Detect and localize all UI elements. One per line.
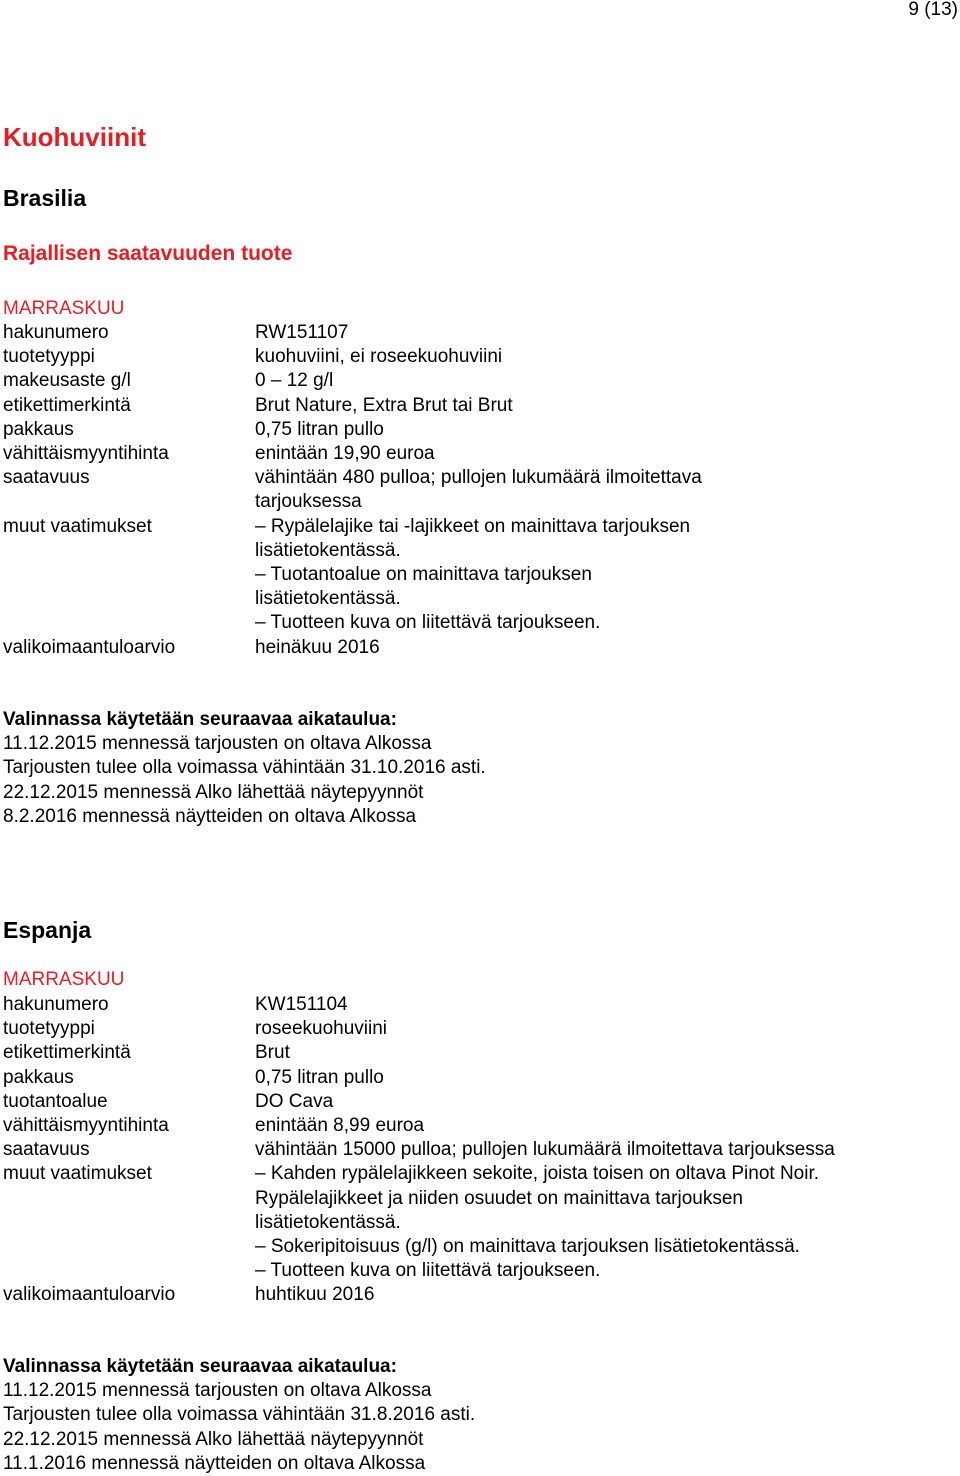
- schedule-line: Tarjousten tulee olla voimassa vähintään 31.8.2016 asti.: [3, 1404, 476, 1426]
- spec-value: [255, 515, 953, 636]
- spec-label: muut vaatimukset: [3, 1163, 152, 1185]
- spec-row: [3, 1090, 953, 1114]
- spec-value: [255, 1017, 953, 1041]
- spec-value: [255, 1162, 953, 1283]
- spec-value-line: tarjouksessa: [255, 491, 362, 513]
- spec-table-espanja: [3, 993, 953, 1308]
- spec-value: [255, 369, 953, 393]
- spec-value: [255, 1041, 953, 1065]
- schedule-heading: Valinnassa käytetään seuraavaa aikataulua:: [3, 1356, 397, 1377]
- spec-value-line: enintään 8,99 euroa: [255, 1115, 425, 1137]
- schedule-line: 11.12.2015 mennessä tarjousten on oltava Alkossa: [3, 1380, 432, 1402]
- section-title: Kuohuviinit: [3, 122, 146, 152]
- spec-value: [255, 1138, 953, 1162]
- schedule-heading: Valinnassa käytetään seuraavaa aikataulua:: [3, 709, 397, 730]
- spec-row: [3, 466, 953, 514]
- schedule-line: Tarjousten tulee olla voimassa vähintään 31.10.2016 asti.: [3, 757, 486, 779]
- spec-value-line: – Kahden rypälelajikkeen sekoite, joista toisen on oltava Pinot Noir.: [255, 1163, 820, 1185]
- spec-row: [3, 1162, 953, 1283]
- spec-row: [3, 442, 953, 466]
- spec-value-line: 0 – 12 g/l: [255, 370, 334, 392]
- spec-value-line: vähintään 480 pulloa; pullojen lukumäärä ilmoitettava: [255, 467, 702, 489]
- month-label-espanja: MARRASKUU: [3, 969, 125, 990]
- spec-value: [255, 321, 953, 345]
- spec-value-line: – Tuotantoalue on mainittava tarjouksen: [255, 564, 592, 586]
- spec-value: [255, 636, 953, 660]
- spec-value: [255, 993, 953, 1017]
- spec-label: tuotetyyppi: [3, 1018, 95, 1040]
- spec-value-line: – Tuotteen kuva on liitettävä tarjoukseen.: [255, 612, 601, 634]
- schedule-line: 8.2.2016 mennessä näytteiden on oltava Alkossa: [3, 805, 417, 827]
- spec-table-brasilia: [3, 321, 953, 660]
- spec-value-line: kuohuviini, ei roseekuohuviini: [255, 346, 503, 368]
- spec-label: hakunumero: [3, 322, 109, 343]
- spec-label: muut vaatimukset: [3, 515, 152, 537]
- page-number: 9 (13): [908, 0, 958, 20]
- spec-value-line: RW151107: [255, 322, 349, 343]
- spec-label: hakunumero: [3, 994, 109, 1015]
- spec-value-line: lisätietokentässä.: [255, 1211, 401, 1233]
- spec-value-line: Brut Nature, Extra Brut tai Brut: [255, 394, 513, 416]
- spec-value: [255, 1114, 953, 1138]
- spec-label: etikettimerkintä: [3, 1042, 131, 1064]
- spec-value-line: – Tuotteen kuva on liitettävä tarjoukseen.: [255, 1260, 601, 1282]
- spec-row: [3, 1138, 953, 1162]
- spec-value: [255, 345, 953, 369]
- spec-row: [3, 369, 953, 393]
- schedule-line: 22.12.2015 mennessä Alko lähettää näytepyynnöt: [3, 1428, 424, 1450]
- spec-value: [255, 442, 953, 466]
- spec-row: [3, 321, 953, 345]
- spec-value-line: – Rypälelajike tai -lajikkeet on mainittava tarjouksen: [255, 515, 691, 537]
- spec-row: [3, 1283, 953, 1307]
- spec-label: tuotetyyppi: [3, 346, 95, 368]
- schedule-espanja: [3, 1355, 475, 1476]
- spec-value-line: 0,75 litran pullo: [255, 418, 384, 440]
- spec-row: [3, 345, 953, 369]
- spec-label: tuotantoalue: [3, 1090, 108, 1112]
- schedule-brasilia: [3, 708, 486, 829]
- spec-label: vähittäismyyntihinta: [3, 1115, 169, 1137]
- schedule-line: 22.12.2015 mennessä Alko lähettää näytepyynnöt: [3, 781, 424, 803]
- spec-row: [3, 1041, 953, 1065]
- spec-value: [255, 394, 953, 418]
- spec-label: pakkaus: [3, 418, 74, 440]
- schedule-line: 11.12.2015 mennessä tarjousten on oltava Alkossa: [3, 733, 432, 755]
- spec-value: [255, 1090, 953, 1114]
- spec-value: [255, 466, 953, 514]
- spec-label: saatavuus: [3, 1139, 90, 1161]
- spec-value-line: KW151104: [255, 994, 348, 1015]
- spec-value-line: lisätietokentässä.: [255, 539, 401, 561]
- spec-value: [255, 418, 953, 442]
- spec-row: [3, 394, 953, 418]
- spec-row: [3, 515, 953, 636]
- spec-label: valikoimaantuloarvio: [3, 636, 176, 658]
- spec-value-line: enintään 19,90 euroa: [255, 443, 435, 465]
- country-heading-brasilia: Brasilia: [3, 185, 87, 211]
- limited-availability-note: Rajallisen saatavuuden tuote: [3, 242, 293, 265]
- spec-row: [3, 1017, 953, 1041]
- spec-row: [3, 1114, 953, 1138]
- spec-value-line: Rypälelajikkeet ja niiden osuudet on mainittava tarjouksen: [255, 1187, 743, 1209]
- spec-label: valikoimaantuloarvio: [3, 1284, 176, 1306]
- month-label-brasilia: MARRASKUU: [3, 298, 125, 319]
- spec-value-line: roseekuohuviini: [255, 1018, 388, 1040]
- spec-row: [3, 636, 953, 660]
- spec-label: pakkaus: [3, 1066, 74, 1088]
- spec-value: [255, 1066, 953, 1090]
- spec-value-line: heinäkuu 2016: [255, 636, 380, 658]
- spec-value-line: lisätietokentässä.: [255, 588, 401, 610]
- schedule-line: 11.1.2016 mennessä näytteiden on oltava Alkossa: [3, 1452, 426, 1474]
- spec-value-line: – Sokeripitoisuus (g/l) on mainittava tarjouksen lisätietokentässä.: [255, 1236, 800, 1258]
- spec-row: [3, 993, 953, 1017]
- country-heading-espanja: Espanja: [3, 917, 92, 943]
- spec-row: [3, 418, 953, 442]
- spec-label: saatavuus: [3, 467, 90, 489]
- spec-value-line: vähintään 15000 pulloa; pullojen lukumäärä ilmoitettava tarjouksessa: [255, 1139, 835, 1161]
- spec-value-line: 0,75 litran pullo: [255, 1066, 384, 1088]
- spec-value-line: Brut: [255, 1042, 290, 1064]
- spec-value-line: huhtikuu 2016: [255, 1284, 375, 1306]
- spec-label: vähittäismyyntihinta: [3, 443, 169, 465]
- spec-value-line: DO Cava: [255, 1090, 334, 1112]
- spec-label: etikettimerkintä: [3, 394, 131, 416]
- spec-value: [255, 1283, 953, 1307]
- spec-row: [3, 1066, 953, 1090]
- spec-label: makeusaste g/l: [3, 370, 131, 392]
